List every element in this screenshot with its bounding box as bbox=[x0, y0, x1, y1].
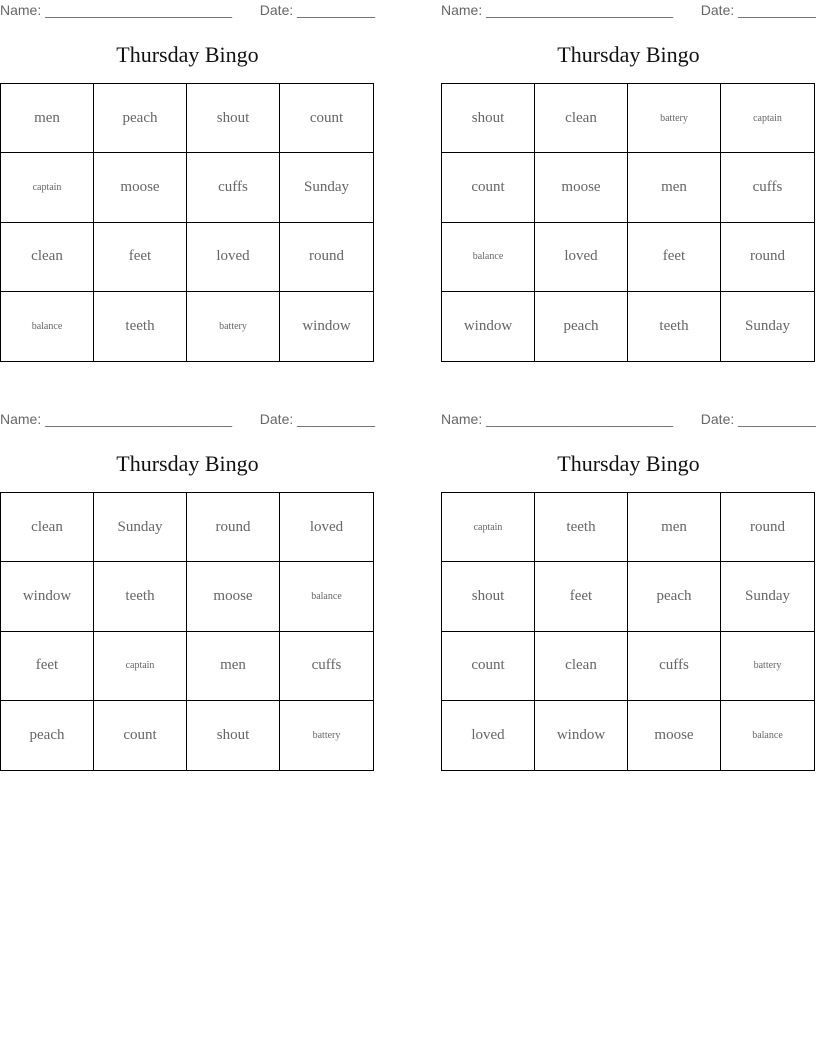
bingo-cell: clean bbox=[1, 493, 94, 562]
bingo-cell: men bbox=[628, 153, 721, 222]
bingo-cell: cuffs bbox=[628, 632, 721, 701]
bingo-cell: battery bbox=[628, 84, 721, 153]
bingo-grid bbox=[0, 83, 374, 362]
bingo-cell: feet bbox=[1, 632, 94, 701]
card-header bbox=[0, 409, 375, 431]
bingo-cell: shout bbox=[187, 701, 280, 770]
bingo-cell: window bbox=[442, 292, 535, 361]
bingo-cell: captain bbox=[442, 493, 535, 562]
bingo-cell: clean bbox=[1, 223, 94, 292]
name-field: Name: ________________________ bbox=[441, 411, 673, 427]
bingo-cell: battery bbox=[312, 729, 341, 741]
bingo-card-3 bbox=[0, 409, 375, 789]
bingo-cell: moose bbox=[94, 153, 187, 222]
bingo-card-4 bbox=[441, 409, 816, 789]
name-field: Name: ________________________ bbox=[0, 411, 232, 427]
card-title: Thursday Bingo bbox=[116, 42, 259, 67]
name-field: Name: ________________________ bbox=[0, 2, 232, 18]
card-header bbox=[0, 0, 375, 22]
date-field: Date: __________ bbox=[259, 2, 375, 18]
bingo-cell: moose bbox=[628, 701, 721, 770]
bingo-cell: round bbox=[187, 493, 280, 562]
bingo-cell: count bbox=[280, 84, 373, 153]
bingo-cell: count bbox=[442, 632, 535, 701]
bingo-cell: peach bbox=[1, 701, 94, 770]
bingo-cell: clean bbox=[535, 632, 628, 701]
bingo-cell: window bbox=[1, 562, 94, 631]
card-header bbox=[441, 0, 816, 22]
bingo-cell: cuffs bbox=[721, 153, 814, 222]
bingo-cell: feet bbox=[94, 223, 187, 292]
bingo-cell: captain bbox=[1, 153, 94, 222]
card-title: Thursday Bingo bbox=[557, 451, 700, 476]
bingo-cell: battery bbox=[721, 632, 814, 701]
bingo-cell: peach bbox=[535, 292, 628, 361]
bingo-cell: balance bbox=[752, 729, 783, 741]
bingo-card-1 bbox=[0, 0, 375, 380]
card-title: Thursday Bingo bbox=[116, 451, 259, 476]
bingo-cell: men bbox=[1, 84, 94, 153]
bingo-grid bbox=[441, 83, 815, 362]
bingo-cell: count bbox=[94, 701, 187, 770]
bingo-cell: Sunday bbox=[745, 317, 790, 334]
bingo-cell: peach bbox=[94, 84, 187, 153]
bingo-cell: loved bbox=[535, 223, 628, 292]
bingo-cell: battery bbox=[187, 292, 280, 361]
bingo-cell: shout bbox=[442, 84, 535, 153]
bingo-cell: loved bbox=[442, 701, 535, 770]
date-field: Date: __________ bbox=[700, 2, 816, 18]
bingo-grid bbox=[0, 492, 374, 771]
bingo-cell: window bbox=[535, 701, 628, 770]
bingo-cell: loved bbox=[187, 223, 280, 292]
bingo-cell: teeth bbox=[94, 292, 187, 361]
bingo-cell: Sunday bbox=[94, 493, 187, 562]
bingo-cell: captain bbox=[94, 632, 187, 701]
bingo-cell: moose bbox=[535, 153, 628, 222]
bingo-cell: men bbox=[187, 632, 280, 701]
bingo-cell: feet bbox=[628, 223, 721, 292]
bingo-cell: balance bbox=[442, 223, 535, 292]
bingo-grid bbox=[441, 492, 815, 771]
bingo-card-2 bbox=[441, 0, 816, 380]
bingo-cell: cuffs bbox=[280, 632, 373, 701]
bingo-cell: men bbox=[628, 493, 721, 562]
bingo-cell: round bbox=[280, 223, 373, 292]
name-field: Name: ________________________ bbox=[441, 2, 673, 18]
bingo-cell: teeth bbox=[94, 562, 187, 631]
bingo-cell: balance bbox=[1, 292, 94, 361]
bingo-cell: teeth bbox=[628, 292, 721, 361]
date-field: Date: __________ bbox=[700, 411, 816, 427]
bingo-cell: teeth bbox=[535, 493, 628, 562]
date-field: Date: __________ bbox=[259, 411, 375, 427]
bingo-cell: count bbox=[442, 153, 535, 222]
bingo-cell: round bbox=[721, 493, 814, 562]
card-title: Thursday Bingo bbox=[557, 42, 700, 67]
bingo-cell: captain bbox=[721, 84, 814, 153]
bingo-cell: window bbox=[302, 317, 351, 334]
bingo-cell: clean bbox=[535, 84, 628, 153]
bingo-cell: loved bbox=[280, 493, 373, 562]
bingo-cell: shout bbox=[442, 562, 535, 631]
bingo-cell: shout bbox=[187, 84, 280, 153]
bingo-cell: moose bbox=[187, 562, 280, 631]
bingo-cell: balance bbox=[280, 562, 373, 631]
bingo-cell: feet bbox=[535, 562, 628, 631]
card-header bbox=[441, 409, 816, 431]
bingo-cell: peach bbox=[628, 562, 721, 631]
bingo-cell: Sunday bbox=[280, 153, 373, 222]
bingo-cell: round bbox=[721, 223, 814, 292]
bingo-cell: cuffs bbox=[187, 153, 280, 222]
bingo-cell: Sunday bbox=[721, 562, 814, 631]
